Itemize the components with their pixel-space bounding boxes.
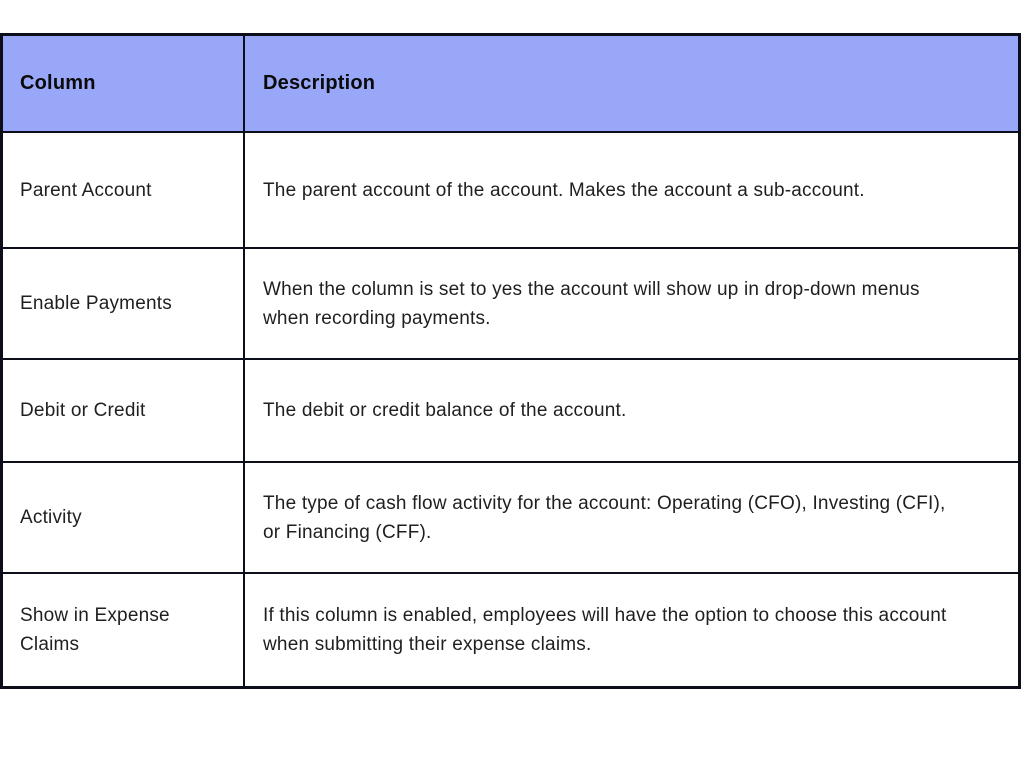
- row-description-cell: [245, 574, 1018, 686]
- header-cell-description: [245, 36, 1018, 133]
- row-description: The debit or credit balance of the account.: [263, 400, 627, 421]
- row-description-cell: [245, 249, 1018, 360]
- row-description: The type of cash flow activity for the account: Operating (CFO), Investing (CFI), or Financing (CFF).: [263, 492, 946, 543]
- row-description-cell: [245, 133, 1018, 249]
- row-description: When the column is set to yes the account will show up in drop-down menus when recording payments.: [263, 278, 920, 329]
- row-label-cell: [3, 133, 245, 249]
- header-cell-column: [3, 36, 245, 133]
- row-label: Parent Account: [20, 179, 152, 201]
- row-label: Enable Payments: [20, 293, 172, 314]
- row-description: If this column is enabled, employees will have the option to choose this account when submitting their expense claims.: [263, 605, 947, 655]
- row-label-cell: [3, 463, 245, 574]
- row-description: The parent account of the account. Makes the account a sub-account.: [263, 179, 865, 201]
- row-label: Activity: [20, 507, 82, 528]
- row-label-cell: [3, 249, 245, 360]
- row-description-cell: [245, 463, 1018, 574]
- header-label-description: Description: [263, 72, 376, 94]
- columns-reference-table: [0, 33, 1021, 689]
- row-label-cell: [3, 360, 245, 463]
- row-description-cell: [245, 360, 1018, 463]
- header-label-column: Column: [20, 72, 96, 94]
- row-label: Show in Expense Claims: [20, 605, 170, 655]
- row-label-cell: [3, 574, 245, 686]
- row-label: Debit or Credit: [20, 400, 146, 421]
